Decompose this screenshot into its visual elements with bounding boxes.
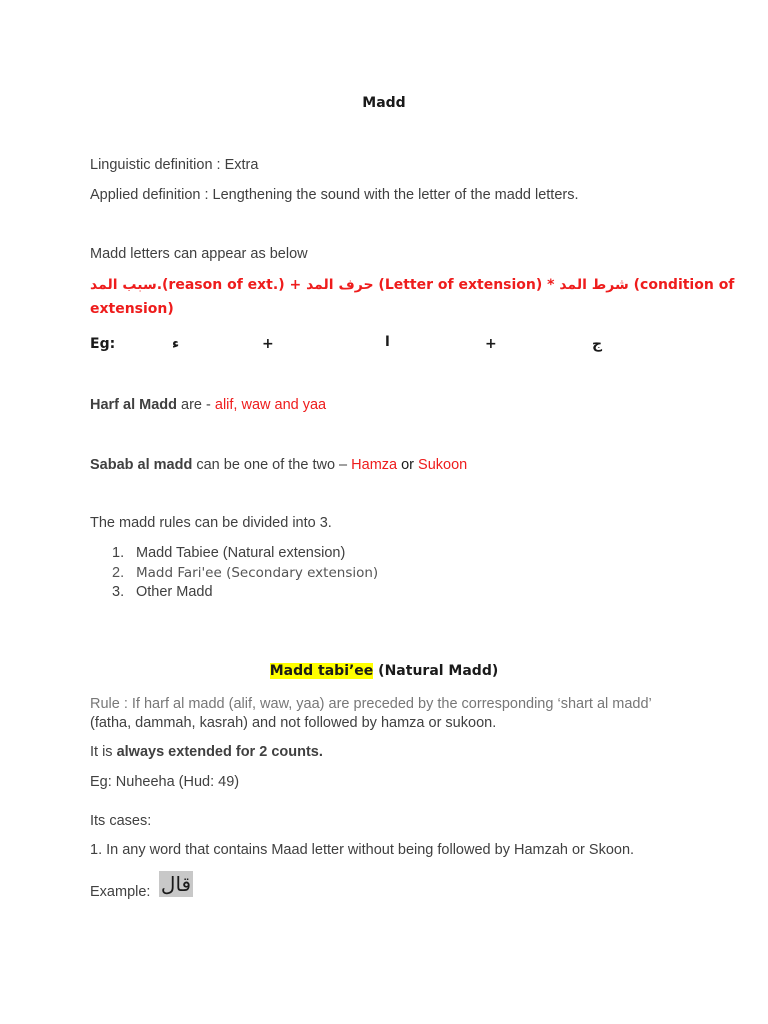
sabab-arabic: سبب المد — [90, 277, 157, 293]
section-heading-highlight: Madd tabi’ee — [269, 663, 374, 679]
formula-line-2: extension) — [90, 301, 174, 317]
its-cases: Its cases: — [90, 813, 152, 829]
linguistic-definition: Linguistic definition : Extra — [90, 157, 259, 173]
always-extended: It is always extended for 2 counts. — [90, 744, 323, 760]
eg-hamza: ء — [172, 336, 180, 352]
eg-jeem: ج — [592, 336, 603, 352]
sabab-mid: can be one of the two – — [192, 457, 352, 473]
eg-plus-2: + — [485, 336, 497, 352]
list-item: 3. Other Madd — [112, 584, 213, 600]
page-title: Madd — [362, 95, 406, 111]
eg-alif: ا — [385, 334, 390, 350]
sabab-sukoon: Sukoon — [418, 457, 468, 473]
formula-part-1: .(reason of ext.) + — [156, 277, 307, 293]
example-arabic-word: قال — [160, 872, 192, 896]
sabab-or: or — [397, 457, 419, 473]
eg-nuheeha: Eg: Nuheeha (Hud: 49) — [90, 774, 240, 790]
example-label: Example: — [90, 884, 151, 900]
sabab-al-madd-line — [90, 457, 467, 473]
harf-letters: alif, waw and yaa — [214, 397, 327, 413]
harf-mid: are - — [177, 397, 215, 413]
eg-plus-1: + — [262, 336, 274, 352]
sabab-hamza: Hamza — [351, 457, 398, 473]
eg-label: Eg: — [90, 336, 116, 352]
list-item: 2. Madd Fari'ee (Secondary extension) — [112, 565, 379, 581]
sabab-bold: Sabab al madd — [90, 457, 193, 473]
rule-line-2: (fatha, dammah, kasrah) and not followed by hamza or sukoon. — [90, 715, 497, 731]
formula-part-3: (condition of — [628, 277, 735, 293]
madd-letters-intro: Madd letters can appear as below — [90, 246, 308, 262]
harf-al-madd-line — [90, 397, 326, 413]
always-bold: always extended for 2 counts. — [116, 744, 323, 760]
harf-bold: Harf al Madd — [90, 397, 178, 413]
list-item: 1. Madd Tabiee (Natural extension) — [112, 545, 346, 561]
shart-arabic: شرط المد — [559, 277, 629, 293]
formula-part-2: (Letter of extension) * — [373, 277, 560, 293]
madd-formula — [90, 277, 734, 293]
case-1: 1. In any word that contains Maad letter without being followed by Hamzah or Skoon. — [90, 842, 635, 858]
section-heading-rest: (Natural Madd) — [373, 663, 499, 679]
harf-arabic: حرف المد — [306, 277, 374, 293]
section-heading — [0, 663, 768, 679]
divided-into-3: The madd rules can be divided into 3. — [90, 515, 332, 531]
applied-definition: Applied definition : Lengthening the sound with the letter of the madd letters. — [90, 187, 579, 203]
rule-line-1: Rule : If harf al madd (alif, waw, yaa) are preceded by the corresponding ‘shart al madd’ — [90, 696, 652, 712]
